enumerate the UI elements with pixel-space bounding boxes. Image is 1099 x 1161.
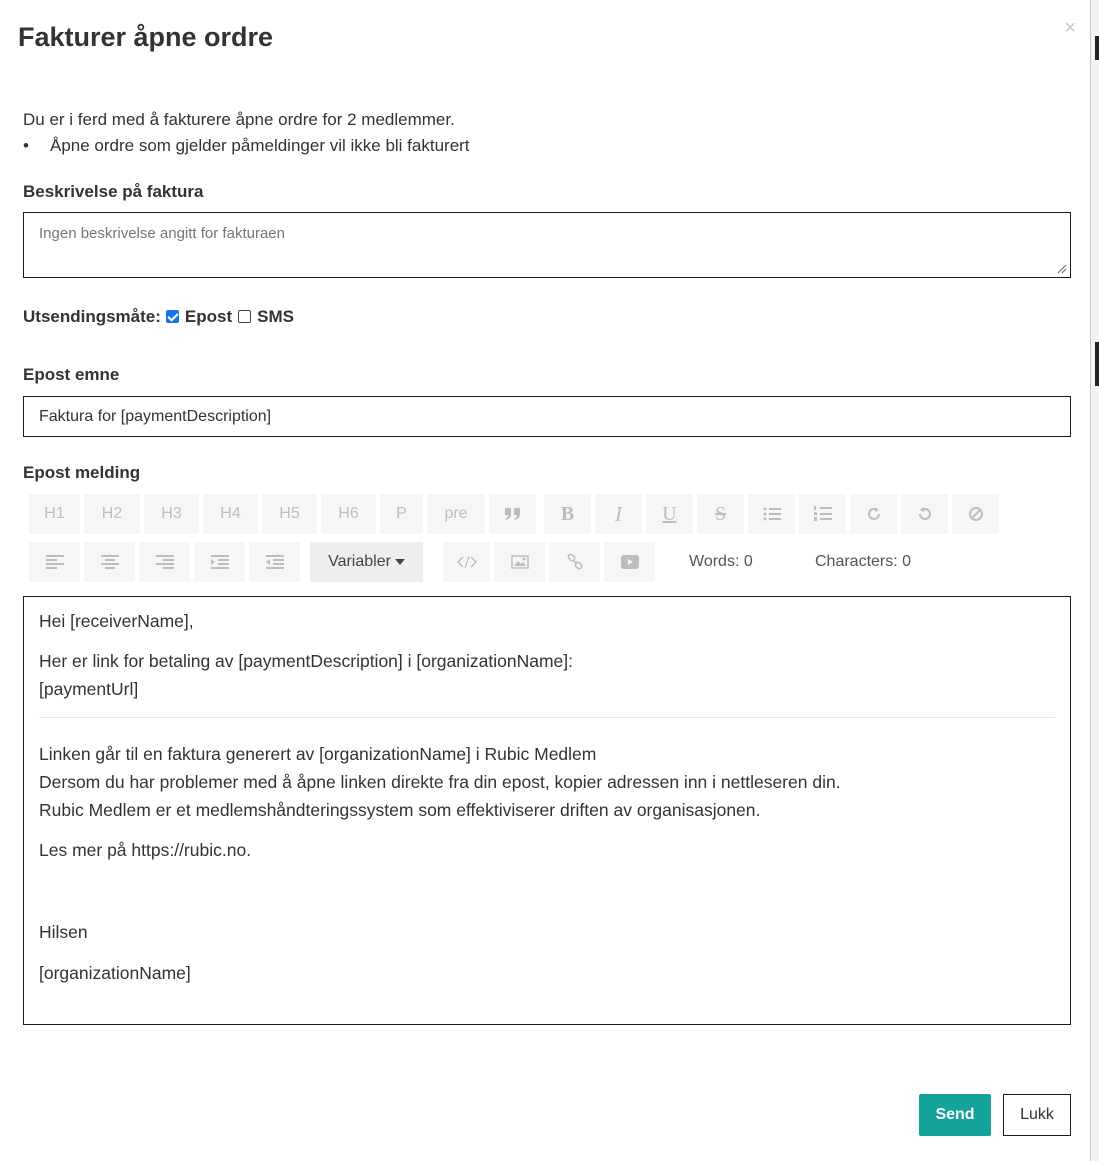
numbered-list-icon bbox=[814, 506, 832, 522]
send-mode-label: Utsendingsmåte: bbox=[23, 307, 161, 326]
page-background-edge bbox=[1091, 0, 1099, 1161]
insert-video-button[interactable] bbox=[604, 542, 655, 582]
email-message-label: Epost melding bbox=[23, 463, 141, 482]
h1-button[interactable]: H1 bbox=[29, 494, 80, 534]
email-checkbox[interactable] bbox=[166, 310, 179, 323]
insert-image-button[interactable] bbox=[494, 542, 545, 582]
quote-icon bbox=[504, 507, 522, 521]
undo-icon bbox=[917, 506, 933, 522]
bullet-list-button[interactable] bbox=[748, 494, 795, 534]
email-subject-label: Epost emne bbox=[23, 365, 120, 384]
variables-label: Variabler bbox=[328, 553, 391, 570]
redo-button[interactable] bbox=[850, 494, 897, 534]
align-right-button[interactable] bbox=[139, 542, 190, 582]
image-icon bbox=[511, 555, 529, 569]
numbered-list-button[interactable] bbox=[799, 494, 846, 534]
editor-footer-line: Dersom du har problemer med å åpne linken direkte fra din epost, kopier adressen inn i nettleseren din. bbox=[39, 772, 841, 792]
sms-option-label[interactable]: SMS bbox=[257, 307, 294, 326]
editor-footer-line: Linken går til en faktura generert av [organizationName] i Rubic Medlem bbox=[39, 744, 597, 764]
send-button[interactable]: Send bbox=[919, 1094, 991, 1136]
email-option-label[interactable]: Epost bbox=[184, 307, 233, 326]
description-textarea[interactable] bbox=[23, 212, 1071, 278]
clear-format-icon bbox=[968, 506, 984, 522]
link-icon bbox=[567, 554, 583, 570]
quote-button[interactable] bbox=[489, 494, 536, 534]
italic-button[interactable]: I bbox=[595, 494, 642, 534]
resize-handle-icon[interactable] bbox=[1057, 264, 1067, 274]
bold-button[interactable]: B bbox=[544, 494, 591, 534]
code-icon bbox=[457, 555, 477, 569]
background-mark bbox=[1095, 36, 1099, 60]
intro-bullet-text: Åpne ordre som gjelder påmeldinger vil ikke bli fakturert bbox=[50, 136, 470, 155]
outdent-icon bbox=[266, 555, 284, 569]
align-left-button[interactable] bbox=[29, 542, 80, 582]
editor-greeting: Hei [receiverName], bbox=[39, 611, 194, 631]
editor-signature: [organizationName] bbox=[39, 963, 191, 983]
insert-link-button[interactable] bbox=[549, 542, 600, 582]
underline-button[interactable]: U bbox=[646, 494, 693, 534]
h2-button[interactable]: H2 bbox=[84, 494, 140, 534]
intro-line: Du er i ferd med å fakturere åpne ordre for 2 medlemmer. bbox=[23, 110, 455, 129]
background-mark bbox=[1095, 342, 1099, 386]
align-center-button[interactable] bbox=[84, 542, 135, 582]
close-button[interactable]: Lukk bbox=[1003, 1094, 1071, 1136]
editor-read-more: Les mer på https://rubic.no. bbox=[39, 840, 252, 860]
video-icon bbox=[621, 555, 639, 569]
modal-title: Fakturer åpne ordre bbox=[18, 22, 274, 52]
word-count: Words: 0 bbox=[689, 553, 753, 570]
h6-button[interactable]: H6 bbox=[321, 494, 376, 534]
caret-down-icon bbox=[395, 559, 405, 565]
editor-line: Her er link for betaling av [paymentDescription] i [organizationName]: bbox=[39, 651, 573, 671]
align-left-icon bbox=[46, 555, 64, 569]
undo-button[interactable] bbox=[901, 494, 948, 534]
close-icon[interactable]: × bbox=[1064, 17, 1076, 39]
align-center-icon bbox=[101, 555, 119, 569]
description-label: Beskrivelse på faktura bbox=[23, 182, 204, 201]
intro-bullet bbox=[23, 133, 470, 159]
strikethrough-button[interactable]: S bbox=[697, 494, 744, 534]
editor-footer-line: Rubic Medlem er et medlemshåndteringssystem som effektiviserer driften av organisasjonen. bbox=[39, 800, 761, 820]
h5-button[interactable]: H5 bbox=[262, 494, 317, 534]
editor-regards: Hilsen bbox=[39, 922, 88, 942]
paragraph-button[interactable]: P bbox=[380, 494, 423, 534]
intro-text bbox=[23, 107, 470, 159]
outdent-button[interactable] bbox=[249, 542, 300, 582]
editor-line: [paymentUrl] bbox=[39, 679, 139, 699]
bullet-glyph: • bbox=[23, 136, 29, 155]
indent-icon bbox=[211, 555, 229, 569]
code-view-button[interactable] bbox=[443, 542, 490, 582]
variables-dropdown[interactable] bbox=[310, 542, 423, 582]
redo-icon bbox=[866, 506, 882, 522]
email-subject-input[interactable]: Faktura for [paymentDescription] bbox=[23, 396, 1071, 437]
editor-toolbar-row-2 bbox=[29, 542, 911, 582]
pre-button[interactable]: pre bbox=[427, 494, 485, 534]
email-message-editor[interactable] bbox=[23, 596, 1071, 1025]
editor-divider bbox=[39, 717, 1055, 718]
character-count: Characters: 0 bbox=[815, 553, 912, 570]
send-mode-row bbox=[23, 307, 294, 327]
h3-button[interactable]: H3 bbox=[144, 494, 199, 534]
h4-button[interactable]: H4 bbox=[203, 494, 258, 534]
bullet-list-icon bbox=[763, 507, 781, 521]
indent-button[interactable] bbox=[194, 542, 245, 582]
clear-format-button[interactable] bbox=[952, 494, 999, 534]
sms-checkbox[interactable] bbox=[238, 310, 251, 323]
editor-toolbar-row-1 bbox=[29, 494, 1003, 534]
align-right-icon bbox=[156, 555, 174, 569]
